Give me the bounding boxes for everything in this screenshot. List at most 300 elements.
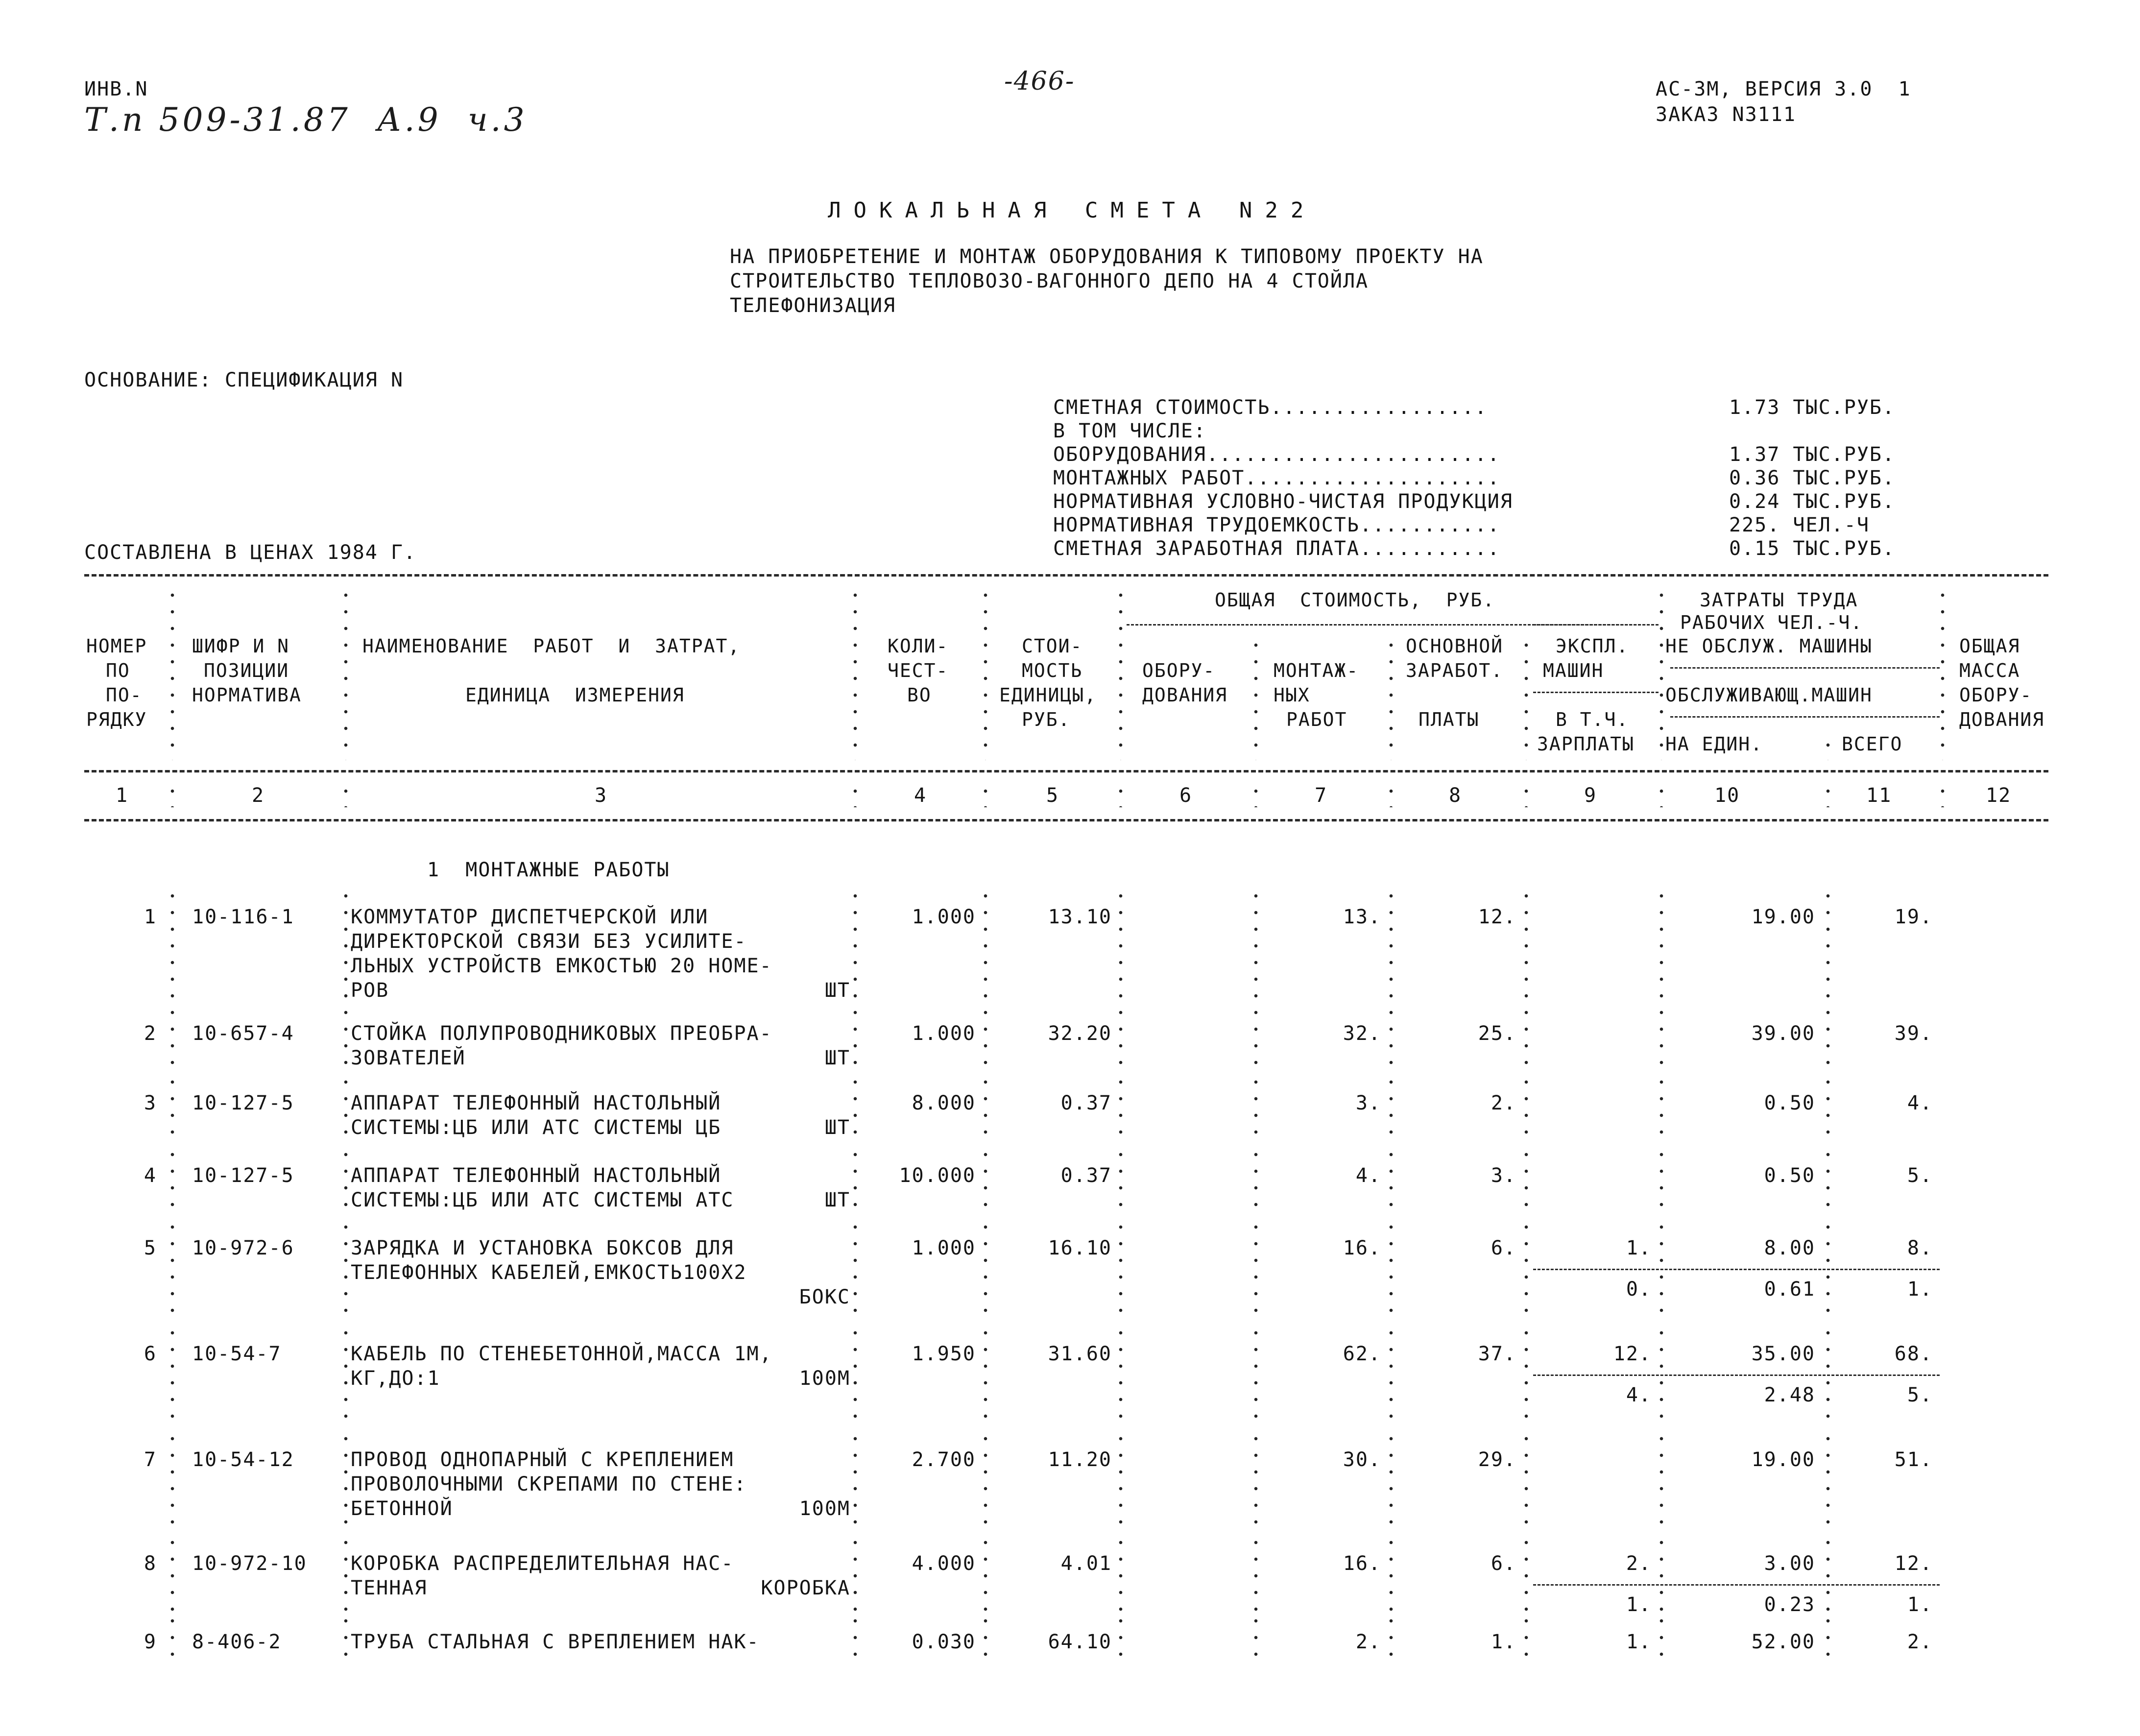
row-separator xyxy=(1388,888,1394,1004)
base-wage: 3. xyxy=(1491,1164,1516,1187)
header-col7-line: МОНТАЖ- xyxy=(1274,660,1359,681)
header-col12-line: ДОВАНИЯ xyxy=(1959,709,2045,730)
inventory-label: ИНВ.N xyxy=(84,78,148,100)
header-col1-line: ПО xyxy=(106,660,130,681)
row-separator xyxy=(1118,1430,1124,1534)
header-col8-line: ОСНОВНОЙ xyxy=(1406,635,1504,657)
row-separator xyxy=(1659,1534,1664,1613)
row-separator xyxy=(852,1325,858,1430)
order-number: ЗАКАЗ N3111 xyxy=(1656,103,1796,126)
row-separator xyxy=(1388,1613,1394,1665)
header-col12-line: МАССА xyxy=(1959,660,2020,681)
column-number: 4 xyxy=(914,784,927,807)
header-col1-line: РЯДКУ xyxy=(86,709,147,730)
work-name-line: ЛЬНЫХ УСТРОЙСТВ ЕМКОСТЬЮ 20 НОМЕ- xyxy=(351,955,772,977)
basis-line: ОСНОВАНИЕ: СПЕЦИФИКАЦИЯ N xyxy=(84,369,404,391)
row-separator xyxy=(1825,1325,1831,1430)
norm-code: 10-116-1 xyxy=(192,906,294,928)
header-col9-line: ЭКСПЛ. xyxy=(1556,635,1629,657)
machine-cost: 2. xyxy=(1626,1552,1652,1575)
header-total-cost-group: ОБЩАЯ СТОИМОСТЬ, РУБ. xyxy=(1215,589,1495,611)
column-number: 8 xyxy=(1449,784,1462,807)
quantity: 10.000 xyxy=(899,1164,976,1187)
summary-value: 0.36 ТЫС.РУБ. xyxy=(1729,467,1896,489)
mounting-cost: 30. xyxy=(1343,1448,1381,1471)
header-col7-line: НЫХ xyxy=(1274,684,1310,706)
header-separator xyxy=(1118,587,1124,760)
summary-value: 1.73 ТЫС.РУБ. xyxy=(1729,396,1896,419)
row-number: 7 xyxy=(144,1448,157,1471)
row-number: 3 xyxy=(144,1092,157,1114)
header-col8-line: ЗАРАБОТ. xyxy=(1406,660,1504,681)
base-wage: 29. xyxy=(1478,1448,1516,1471)
row-separator xyxy=(983,1146,988,1219)
column-number: 9 xyxy=(1584,784,1597,807)
row-separator xyxy=(343,1430,349,1534)
row-separator xyxy=(852,888,858,1004)
row-separator xyxy=(343,1219,349,1325)
mounting-cost: 13. xyxy=(1343,906,1381,928)
program-version: АС-3М, ВЕРСИЯ 3.0 1 xyxy=(1656,78,1911,100)
work-name-line: ЗАРЯДКА И УСТАНОВКА БОКСОВ ДЛЯ xyxy=(351,1237,734,1259)
header-labor-group: ЗАТРАТЫ ТРУДА xyxy=(1700,589,1858,611)
header-separator xyxy=(1940,587,1946,760)
header-separator xyxy=(343,587,349,760)
summary-value: 0.15 ТЫС.РУБ. xyxy=(1729,537,1896,560)
unit-of-measure: ШТ xyxy=(824,1189,850,1211)
header-col4-line: ЧЕСТ- xyxy=(888,660,949,681)
machine-wage: 0. xyxy=(1626,1278,1652,1301)
row-separator xyxy=(1825,1074,1831,1146)
unit-price: 0.37 xyxy=(1060,1164,1112,1187)
unit-of-measure: 100М xyxy=(799,1497,850,1520)
column-number: 6 xyxy=(1179,784,1193,807)
row-separator xyxy=(1253,1613,1259,1665)
column-numbers-bottom-rule xyxy=(84,819,2048,821)
row-separator xyxy=(852,1430,858,1534)
summary-label: МОНТАЖНЫХ РАБОТ.................... xyxy=(1053,467,1500,489)
header-col9-line: В Т.Ч. xyxy=(1556,709,1629,730)
summary-label: НОРМАТИВНАЯ УСЛОВНО-ЧИСТАЯ ПРОДУКЦИЯ xyxy=(1053,490,1513,513)
header-bottom-rule xyxy=(84,770,2048,772)
row-separator xyxy=(1659,1146,1664,1219)
header-labor-bottom: ОБСЛУЖИВАЮЩ.МАШИН xyxy=(1665,684,1873,706)
header-separator xyxy=(983,587,988,760)
row-separator xyxy=(169,1004,175,1074)
row-separator xyxy=(1825,1430,1831,1534)
header-col12-line: ОБОРУ- xyxy=(1959,684,2033,706)
row-separator xyxy=(343,1074,349,1146)
work-name-line: ПРОВОД ОДНОПАРНЫЙ С КРЕПЛЕНИЕМ xyxy=(351,1448,734,1471)
summary-label: СМЕТНАЯ СТОИМОСТЬ................. xyxy=(1053,396,1488,419)
row-separator xyxy=(1253,1146,1259,1219)
header-separator xyxy=(1825,783,1831,807)
work-name-line: АППАРАТ ТЕЛЕФОННЫЙ НАСТОЛЬНЫЙ xyxy=(351,1092,721,1114)
row-separator xyxy=(852,1146,858,1219)
row-separator xyxy=(169,1074,175,1146)
subtitle-line-2: СТРОИТЕЛЬСТВО ТЕПЛОВОЗО-ВАГОННОГО ДЕПО НА 4 СТОЙЛА xyxy=(730,270,1369,292)
labor-per-unit: 0.50 xyxy=(1764,1164,1815,1187)
labor-per-unit: 35.00 xyxy=(1751,1343,1815,1365)
work-name-line: КОРОБКА РАСПРЕДЕЛИТЕЛЬНАЯ НАС- xyxy=(351,1552,734,1575)
norm-code: 10-657-4 xyxy=(192,1022,294,1045)
header-col2-line: ПОЗИЦИИ xyxy=(204,660,289,681)
labor-per-unit: 0.50 xyxy=(1764,1092,1815,1114)
header-col10: НА ЕДИН. xyxy=(1665,733,1763,755)
row-separator xyxy=(852,1534,858,1613)
row-number: 4 xyxy=(144,1164,157,1187)
machine-subrow-rule xyxy=(1533,1269,1940,1270)
base-wage: 37. xyxy=(1478,1343,1516,1365)
summary-label: НОРМАТИВНАЯ ТРУДОЕМКОСТЬ........... xyxy=(1053,514,1500,536)
machine-labor-per-unit: 0.61 xyxy=(1764,1278,1815,1301)
base-wage: 2. xyxy=(1491,1092,1516,1114)
row-separator xyxy=(1523,1325,1529,1430)
table-top-rule xyxy=(84,574,2048,577)
quantity: 1.000 xyxy=(912,1022,976,1045)
row-separator xyxy=(1253,1430,1259,1534)
header-labor-rule xyxy=(1670,716,1940,718)
norm-code: 10-54-7 xyxy=(192,1343,282,1365)
mounting-cost: 3. xyxy=(1355,1092,1381,1114)
row-separator xyxy=(1253,1074,1259,1146)
header-col8-line: ПЛАТЫ xyxy=(1419,709,1480,730)
column-number: 2 xyxy=(252,784,265,807)
row-separator xyxy=(1523,888,1529,1004)
header-col9-line: МАШИН xyxy=(1543,660,1604,681)
row-separator xyxy=(983,1613,988,1665)
unit-price: 0.37 xyxy=(1060,1092,1112,1114)
header-labor-rule xyxy=(1670,667,1940,669)
labor-total: 19. xyxy=(1894,906,1933,928)
row-separator xyxy=(983,1325,988,1430)
row-separator xyxy=(1825,1146,1831,1219)
row-number: 6 xyxy=(144,1343,157,1365)
row-separator xyxy=(1659,1074,1664,1146)
header-separator xyxy=(1253,637,1259,760)
row-separator xyxy=(1118,888,1124,1004)
header-col4-line: ВО xyxy=(907,684,932,706)
row-separator xyxy=(1825,1613,1831,1665)
row-separator xyxy=(1523,1074,1529,1146)
header-separator xyxy=(1523,637,1529,760)
machine-cost: 1. xyxy=(1626,1237,1652,1259)
row-separator xyxy=(343,1325,349,1430)
quantity: 1.000 xyxy=(912,1237,976,1259)
row-separator xyxy=(343,1534,349,1613)
norm-code: 8-406-2 xyxy=(192,1631,282,1653)
header-col2-line: ШИФР И N xyxy=(192,635,290,657)
header-separator xyxy=(1523,783,1529,807)
section-heading: 1 МОНТАЖНЫЕ РАБОТЫ xyxy=(427,859,670,881)
header-col9-line: ЗАРПЛАТЫ xyxy=(1537,733,1635,755)
row-separator xyxy=(1523,1146,1529,1219)
labor-per-unit: 3.00 xyxy=(1764,1552,1815,1575)
header-separator xyxy=(1388,783,1394,807)
header-col4-line: КОЛИ- xyxy=(888,635,949,657)
summary-value: 225. ЧЕЛ.-Ч xyxy=(1729,514,1870,536)
machine-cost: 1. xyxy=(1626,1631,1652,1653)
row-separator xyxy=(169,1534,175,1613)
mounting-cost: 16. xyxy=(1343,1552,1381,1575)
row-separator xyxy=(1659,1325,1664,1430)
row-separator xyxy=(1253,1534,1259,1613)
summary-value: 1.37 ТЫС.РУБ. xyxy=(1729,443,1896,466)
prices-year-line: СОСТАВЛЕНА В ЦЕНАХ 1984 Г. xyxy=(84,541,417,564)
base-wage: 1. xyxy=(1491,1631,1516,1653)
norm-code: 10-54-12 xyxy=(192,1448,294,1471)
labor-total: 51. xyxy=(1894,1448,1933,1471)
quantity: 8.000 xyxy=(912,1092,976,1114)
work-name-line: ПРОВОЛОЧНЫМИ СКРЕПАМИ ПО СТЕНЕ: xyxy=(351,1473,747,1495)
labor-per-unit: 19.00 xyxy=(1751,1448,1815,1471)
labor-total: 2. xyxy=(1907,1631,1933,1653)
norm-code: 10-127-5 xyxy=(192,1092,294,1114)
row-separator xyxy=(852,1074,858,1146)
norm-code: 10-127-5 xyxy=(192,1164,294,1187)
work-name-line: СИСТЕМЫ:ЦБ ИЛИ АТС СИСТЕМЫ АТС xyxy=(351,1189,734,1211)
quantity: 1.950 xyxy=(912,1343,976,1365)
machine-labor-total: 1. xyxy=(1907,1278,1933,1301)
unit-price: 64.10 xyxy=(1048,1631,1112,1653)
header-labor-group: РАБОЧИХ ЧЕЛ.-Ч. xyxy=(1680,612,1863,633)
work-name-line: СИСТЕМЫ:ЦБ ИЛИ АТС СИСТЕМЫ ЦБ xyxy=(351,1116,721,1139)
unit-of-measure: ШТ xyxy=(824,1116,850,1139)
row-separator xyxy=(1659,1430,1664,1534)
header-separator xyxy=(1659,587,1664,760)
header-separator xyxy=(852,783,858,807)
work-name-line: КОММУТАТОР ДИСПЕТЧЕРСКОЙ ИЛИ xyxy=(351,906,709,928)
work-name-line: РОВ xyxy=(351,979,389,1002)
header-col2-line: НОРМАТИВА xyxy=(192,684,302,706)
header-col5-line: МОСТЬ xyxy=(1022,660,1083,681)
header-labor-top: НЕ ОБСЛУЖ. МАШИНЫ xyxy=(1665,635,1873,657)
row-separator xyxy=(343,888,349,1004)
base-wage: 25. xyxy=(1478,1022,1516,1045)
row-separator xyxy=(1118,1074,1124,1146)
quantity: 0.030 xyxy=(912,1631,976,1653)
subtitle-line-3: ТЕЛЕФОНИЗАЦИЯ xyxy=(730,294,896,317)
summary-value: 0.24 ТЫС.РУБ. xyxy=(1729,490,1896,513)
row-separator xyxy=(1118,1219,1124,1325)
header-col3-unit: ЕДИНИЦА ИЗМЕРЕНИЯ xyxy=(465,684,685,706)
header-separator xyxy=(1388,637,1394,760)
header-col6-line: ОБОРУ- xyxy=(1142,660,1216,681)
quantity: 2.700 xyxy=(912,1448,976,1471)
base-wage: 12. xyxy=(1478,906,1516,928)
machine-subrow-rule xyxy=(1533,1374,1940,1376)
machine-labor-total: 5. xyxy=(1907,1384,1933,1406)
column-number: 10 xyxy=(1714,784,1740,807)
column-number: 7 xyxy=(1315,784,1328,807)
work-name-line: БЕТОННОЙ xyxy=(351,1497,453,1520)
row-separator xyxy=(343,1146,349,1219)
header-col7-line: РАБОТ xyxy=(1286,709,1347,730)
mounting-cost: 2. xyxy=(1355,1631,1381,1653)
machine-wage: 4. xyxy=(1626,1384,1652,1406)
page-number: -466- xyxy=(1004,67,1075,96)
unit-of-measure: ШТ xyxy=(824,979,850,1002)
mounting-cost: 16. xyxy=(1343,1237,1381,1259)
machine-subrow-rule xyxy=(1533,1584,1940,1586)
row-number: 8 xyxy=(144,1552,157,1575)
norm-code: 10-972-10 xyxy=(192,1552,307,1575)
header-separator xyxy=(1253,783,1259,807)
header-separator xyxy=(1118,783,1124,807)
work-name-line: ТЕЛЕФОННЫХ КАБЕЛЕЙ,ЕМКОСТЬ100Х2 xyxy=(351,1261,747,1284)
row-separator xyxy=(983,1004,988,1074)
header-col5-line: СТОИ- xyxy=(1022,635,1083,657)
work-name-line: ТЕННАЯ xyxy=(351,1577,428,1599)
row-separator xyxy=(343,1004,349,1074)
row-separator xyxy=(1253,1325,1259,1430)
work-name-line: ДИРЕКТОРСКОЙ СВЯЗИ БЕЗ УСИЛИТЕ- xyxy=(351,930,747,953)
labor-per-unit: 39.00 xyxy=(1751,1022,1815,1045)
row-separator xyxy=(1825,1004,1831,1074)
header-separator xyxy=(169,587,175,760)
work-name-line: КАБЕЛЬ ПО СТЕНЕБЕТОННОЙ,МАССА 1М, xyxy=(351,1343,772,1365)
header-labor-rule xyxy=(1533,624,1659,626)
machine-labor-total: 1. xyxy=(1907,1593,1933,1616)
row-separator xyxy=(1825,1219,1831,1325)
row-separator xyxy=(983,1074,988,1146)
row-separator xyxy=(1659,1004,1664,1074)
row-number: 1 xyxy=(144,906,157,928)
header-separator xyxy=(1940,783,1946,807)
row-separator xyxy=(1118,1146,1124,1219)
row-separator xyxy=(1523,1534,1529,1613)
labor-total: 68. xyxy=(1894,1343,1933,1365)
header-separator xyxy=(169,783,175,807)
machine-labor-per-unit: 0.23 xyxy=(1764,1593,1815,1616)
unit-of-measure: 100М xyxy=(799,1367,850,1390)
row-separator xyxy=(1659,888,1664,1004)
unit-of-measure: КОРОБКА xyxy=(761,1577,850,1599)
header-col5-line: РУБ. xyxy=(1022,709,1071,730)
mounting-cost: 62. xyxy=(1343,1343,1381,1365)
labor-total: 39. xyxy=(1894,1022,1933,1045)
row-separator xyxy=(1388,1325,1394,1430)
header-separator xyxy=(983,783,988,807)
unit-price: 32.20 xyxy=(1048,1022,1112,1045)
summary-label: ОБОРУДОВАНИЯ....................... xyxy=(1053,443,1500,466)
labor-total: 8. xyxy=(1907,1237,1933,1259)
labor-total: 5. xyxy=(1907,1164,1933,1187)
machine-wage: 1. xyxy=(1626,1593,1652,1616)
unit-price: 4.01 xyxy=(1060,1552,1112,1575)
row-number: 2 xyxy=(144,1022,157,1045)
row-separator xyxy=(1388,1004,1394,1074)
row-separator xyxy=(1523,1004,1529,1074)
header-separator xyxy=(343,783,349,807)
row-separator xyxy=(169,1325,175,1430)
labor-per-unit: 52.00 xyxy=(1751,1631,1815,1653)
row-separator xyxy=(1118,1325,1124,1430)
unit-price: 31.60 xyxy=(1048,1343,1112,1365)
row-separator xyxy=(343,1613,349,1665)
row-separator xyxy=(1523,1613,1529,1665)
work-name-line: АППАРАТ ТЕЛЕФОННЫЙ НАСТОЛЬНЫЙ xyxy=(351,1164,721,1187)
header-col5-line: ЕДИНИЦЫ, xyxy=(999,684,1097,706)
row-separator xyxy=(1659,1219,1664,1325)
row-number: 9 xyxy=(144,1631,157,1653)
header-col1-line: ПО- xyxy=(106,684,143,706)
row-separator xyxy=(169,1219,175,1325)
row-separator xyxy=(1388,1430,1394,1534)
quantity: 4.000 xyxy=(912,1552,976,1575)
subtitle-line-1: НА ПРИОБРЕТЕНИЕ И МОНТАЖ ОБОРУДОВАНИЯ К ТИПОВОМУ ПРОЕКТУ НА xyxy=(730,245,1484,268)
row-separator xyxy=(983,1430,988,1534)
header-col9-rule xyxy=(1533,692,1659,693)
header-separator xyxy=(852,587,858,760)
column-number: 12 xyxy=(1986,784,2012,807)
column-number: 5 xyxy=(1046,784,1059,807)
row-separator xyxy=(1523,1219,1529,1325)
row-separator xyxy=(1388,1146,1394,1219)
labor-per-unit: 19.00 xyxy=(1751,906,1815,928)
row-separator xyxy=(1118,1534,1124,1613)
norm-code: 10-972-6 xyxy=(192,1237,294,1259)
unit-price: 13.10 xyxy=(1048,906,1112,928)
row-separator xyxy=(1388,1219,1394,1325)
base-wage: 6. xyxy=(1491,1237,1516,1259)
row-separator xyxy=(1118,1613,1124,1665)
row-separator xyxy=(852,1219,858,1325)
mounting-cost: 32. xyxy=(1343,1022,1381,1045)
header-col11: ВСЕГО xyxy=(1842,733,1903,755)
row-separator xyxy=(1825,1534,1831,1613)
work-name-line: ЗОВАТЕЛЕЙ xyxy=(351,1047,466,1069)
unit-price: 16.10 xyxy=(1048,1237,1112,1259)
row-separator xyxy=(1388,1074,1394,1146)
row-separator xyxy=(852,1613,858,1665)
work-name-line: СТОЙКА ПОЛУПРОВОДНИКОВЫХ ПРЕОБРА- xyxy=(351,1022,772,1045)
unit-of-measure: ШТ xyxy=(824,1047,850,1069)
labor-per-unit: 8.00 xyxy=(1764,1237,1815,1259)
labor-total: 12. xyxy=(1894,1552,1933,1575)
unit-price: 11.20 xyxy=(1048,1448,1112,1471)
header-col6-line: ДОВАНИЯ xyxy=(1142,684,1228,706)
row-separator xyxy=(983,888,988,1004)
row-separator xyxy=(1825,888,1831,1004)
row-separator xyxy=(1253,1004,1259,1074)
row-separator xyxy=(169,888,175,1004)
document-title: ЛОКАЛЬНАЯ СМЕТА N22 xyxy=(828,198,1317,223)
summary-label: В ТОМ ЧИСЛЕ: xyxy=(1053,420,1206,442)
inventory-handwritten-number: Т.п 509-31.87 А.9 ч.3 xyxy=(84,101,528,139)
header-separator xyxy=(1825,737,1831,760)
row-separator xyxy=(1253,888,1259,1004)
header-col1-line: НОМЕР xyxy=(86,635,147,657)
labor-total: 4. xyxy=(1907,1092,1933,1114)
base-wage: 6. xyxy=(1491,1552,1516,1575)
summary-label: СМЕТНАЯ ЗАРАБОТНАЯ ПЛАТА........... xyxy=(1053,537,1500,560)
column-number: 1 xyxy=(116,784,129,807)
row-separator xyxy=(852,1004,858,1074)
row-separator xyxy=(1659,1613,1664,1665)
mounting-cost: 4. xyxy=(1355,1164,1381,1187)
row-separator xyxy=(169,1146,175,1219)
header-separator xyxy=(1659,783,1664,807)
work-name-line: КГ,ДО:1 xyxy=(351,1367,440,1390)
unit-of-measure: БОКС xyxy=(799,1286,850,1308)
row-separator xyxy=(1253,1219,1259,1325)
work-name-line: ТРУБА СТАЛЬНАЯ С ВРЕПЛЕНИЕМ НАК- xyxy=(351,1631,760,1653)
row-separator xyxy=(1388,1534,1394,1613)
row-separator xyxy=(983,1219,988,1325)
quantity: 1.000 xyxy=(912,906,976,928)
column-number: 3 xyxy=(595,784,608,807)
